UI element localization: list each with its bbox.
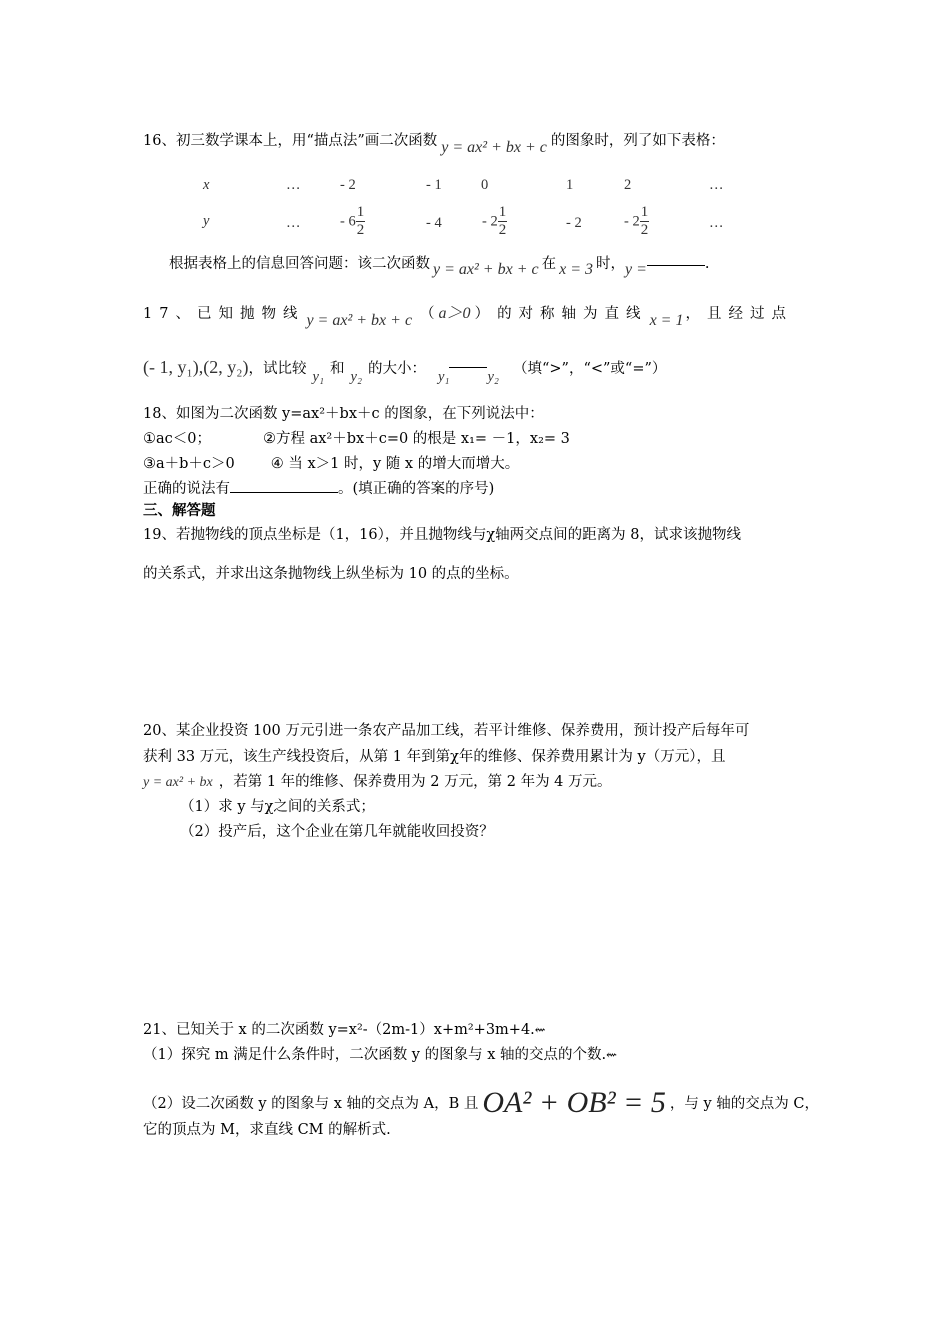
q16-answer-y: y = bbox=[625, 261, 647, 278]
q21-sub2: （2）设二次函数 y 的图象与 x 轴的交点为 A，B 且 OA² + OB² = 5 ，与 y 轴的交点为 C， bbox=[143, 1086, 819, 1119]
table-y-0: … bbox=[286, 215, 301, 231]
q17-prefix: 17、已知抛物线 bbox=[143, 306, 305, 322]
q17-suffix: 的对称轴为直线 bbox=[497, 306, 648, 322]
q20-line1: 20、某企业投资 100 万元引进一条农产品加工线，若平计维修、保养费用，预计投产后每年可 bbox=[143, 723, 750, 739]
q16-answer-blank[interactable] bbox=[647, 265, 705, 266]
q16-line1 bbox=[143, 131, 725, 156]
q17-cond: a＞0 bbox=[438, 305, 471, 322]
link-mark-icon: ⇜ bbox=[534, 1023, 546, 1038]
q20-sub1: （1）求 y 与χ之间的关系式； bbox=[180, 799, 375, 815]
table-x-6: … bbox=[709, 177, 724, 193]
q21-line1: 21、已知关于 x 的二次函数 y=x²-（2m-1）x+m²+3m+4.⇜ bbox=[143, 1022, 546, 1038]
q19-line1: 19、若抛物线的顶点坐标是（1，16），并且抛物线与χ轴两交点间的距离为 8，试求该抛物线 bbox=[143, 527, 741, 543]
q18-line3 bbox=[143, 455, 519, 473]
q17-axis: x = 1 bbox=[649, 312, 684, 329]
table-y-2: - 4 bbox=[426, 215, 442, 231]
table-x-5: 2 bbox=[624, 177, 632, 193]
q17-answer-blank[interactable] bbox=[449, 367, 487, 368]
q19-line2: 的关系式，并求出这条抛物线上纵坐标为 10 的点的坐标。 bbox=[143, 566, 519, 582]
table-y-6: … bbox=[709, 215, 724, 231]
table-x-label: x bbox=[203, 177, 210, 193]
table-x-1: - 2 bbox=[340, 177, 356, 193]
q20-line2: 获利 33 万元，该生产线投资后，从第 1 年到第χ年的维修、保养费用累计为 y（万元），且 bbox=[143, 749, 726, 765]
q18-line2 bbox=[143, 430, 570, 448]
table-x-4: 1 bbox=[566, 177, 574, 193]
q17-hint: （填“>”，“<”或“=”） bbox=[512, 361, 667, 377]
section-heading: 三、解答题 bbox=[143, 502, 216, 519]
q16-answer-cond: x = 3 bbox=[559, 261, 593, 278]
q20-line3: y = ax² + bx ，若第 1 年的维修、保养费用为 2 万元，第 2 年为 4 万元。 bbox=[143, 774, 612, 790]
q17-formula: y = ax² + bx + c bbox=[306, 312, 413, 329]
q17-line1: 17、已知抛物线 y = ax² + bx + c （ a＞0 ） 的对称轴为直线 x = 1 ，且经过点 bbox=[143, 305, 793, 329]
table-y-1: - 6 $\frac{1}{2}$ bbox=[340, 204, 365, 238]
q18-line1: 18、如图为二次函数 y=ax²＋bx＋c 的图象，在下列说法中： bbox=[143, 406, 544, 422]
q18-s4: ④ 当 x＞1 时，y 随 x 的增大而增大。 bbox=[270, 456, 520, 472]
q16-formula: y = ax² + bx + c bbox=[441, 139, 547, 156]
table-y-5: - 2 $\frac{1}{2}$ bbox=[624, 204, 649, 238]
q21-sub1: （1）探究 m 满足什么条件时，二次函数 y 的图象与 x 轴的交点的个数.⇜ bbox=[143, 1047, 618, 1063]
q20-sub2: （2）投产后，这个企业在第几年就能收回投资？ bbox=[180, 824, 494, 840]
q16-answer-line: 根据表格上的信息回答问题：该二次函数 y = ax² + bx + c 在 x = 3 时，y = . bbox=[169, 256, 710, 278]
q18-s2: ②方程 ax²＋bx＋c=0 的根是 x₁= －1，x₂= 3 bbox=[263, 431, 570, 447]
q17-points: (- 1, y₁),(2, y₂) bbox=[143, 357, 249, 377]
table-x-2: - 1 bbox=[426, 177, 442, 193]
q16-prefix: 16、初三数学课本上，用“描点法”画二次函数 bbox=[143, 133, 438, 149]
table-x-0: … bbox=[286, 177, 301, 193]
q21-line4: 它的顶点为 M，求直线 CM 的解析式. bbox=[143, 1122, 391, 1138]
q16-answer-prefix: 根据表格上的信息回答问题：该二次函数 bbox=[169, 256, 430, 272]
table-y-label: y bbox=[203, 213, 210, 229]
q16-answer-formula: y = ax² + bx + c bbox=[433, 261, 539, 278]
q17-line2: (- 1, y₁),(2, y₂)，试比较 y₁ 和 y₂ 的大小： y₁ y₂ （填“>”，“<”或“=”） bbox=[143, 357, 667, 385]
table-y-4: - 2 bbox=[566, 215, 582, 231]
link-mark-icon: ⇜ bbox=[606, 1048, 618, 1063]
q20-formula: y = ax² + bx bbox=[143, 775, 213, 790]
q21-big-formula: OA² + OB² = 5 bbox=[482, 1086, 666, 1119]
q18-answer-blank[interactable] bbox=[230, 492, 338, 493]
table-y-3: - 2 $\frac{1}{2}$ bbox=[482, 204, 507, 238]
q16-suffix: 的图象时，列了如下表格： bbox=[550, 133, 725, 149]
q18-s1: ①ac＜0； bbox=[143, 431, 211, 447]
q18-s3: ③a＋b＋c＞0 bbox=[143, 456, 235, 472]
q18-line4: 正确的说法有 。(填正确的答案的序号) bbox=[143, 481, 495, 497]
table-x-3: 0 bbox=[481, 177, 489, 193]
